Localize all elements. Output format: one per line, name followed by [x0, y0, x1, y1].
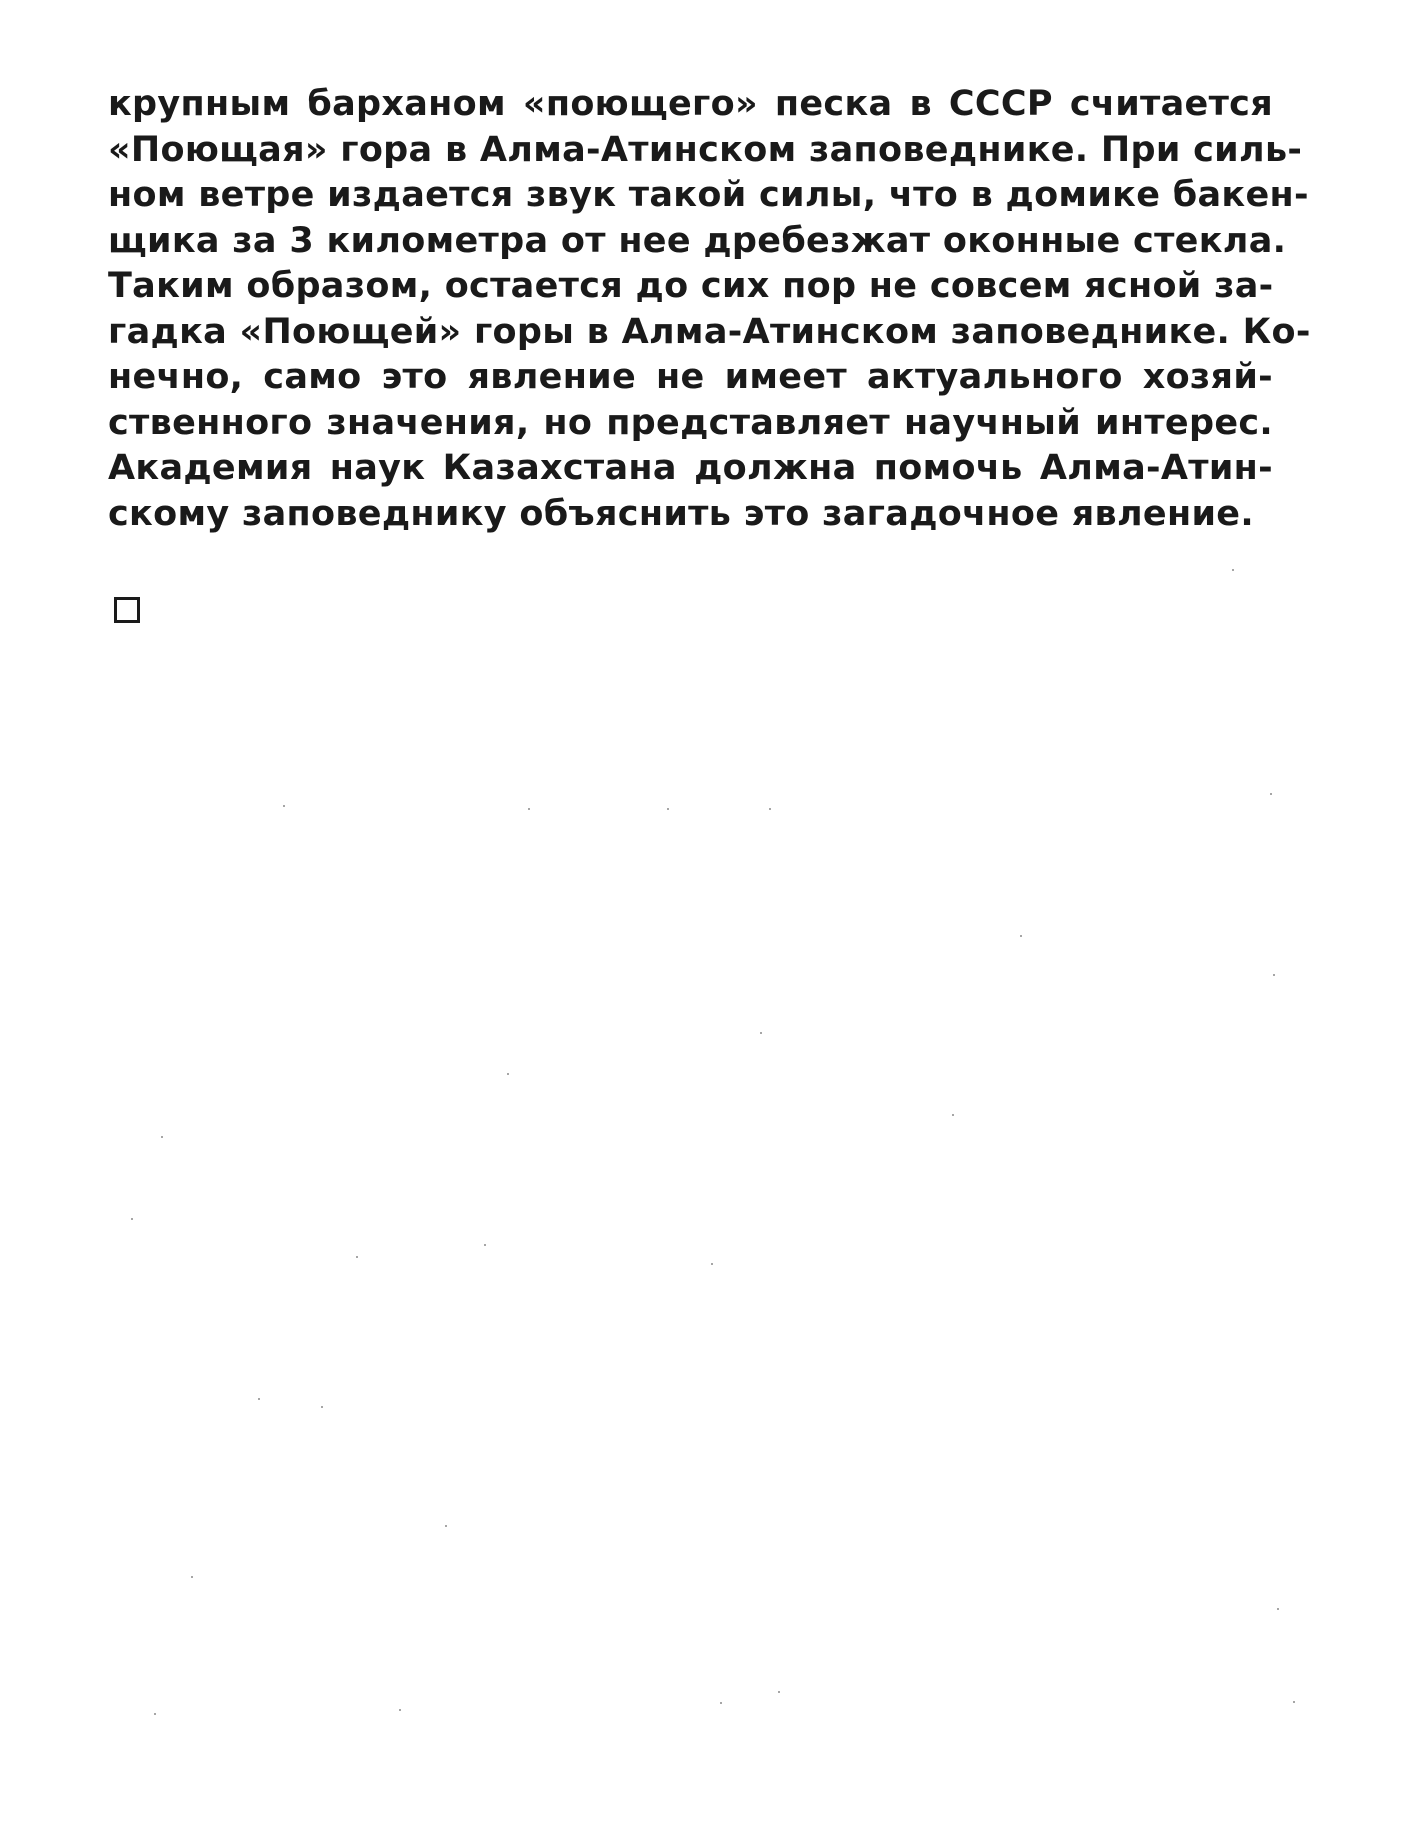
text-line-6: гадка «Поющей» горы в Алма-Атинском заповеднике. Ко- [108, 311, 1311, 352]
text-line-1: крупным барханом «поющего» песка в СССР считается [108, 84, 1273, 124]
text-line-2: «Поющая» гора в Алма-Атинском заповеднике. При силь- [108, 129, 1303, 170]
text-line-5: Таким образом, остается до сих пор не совсем ясной за- [108, 266, 1274, 306]
text-line-9: Академия наук Казахстана должна помочь Алма-Атин- [108, 448, 1273, 488]
body-paragraph [108, 82, 1311, 537]
text-line-7: нечно, само это явление не имеет актуального хозяй- [108, 357, 1273, 397]
text-line-8: ственного значения, но представляет научный интерес. [108, 402, 1273, 443]
text-line-3: ном ветре издается звук такой силы, что в домике бакен- [108, 175, 1309, 215]
text-line-4: щика за 3 километра от нее дребезжат оконные стекла. [108, 220, 1287, 261]
text-line-10: скому заповеднику объяснить это загадочное явление. [108, 493, 1254, 534]
end-of-article-square-icon [114, 597, 140, 623]
